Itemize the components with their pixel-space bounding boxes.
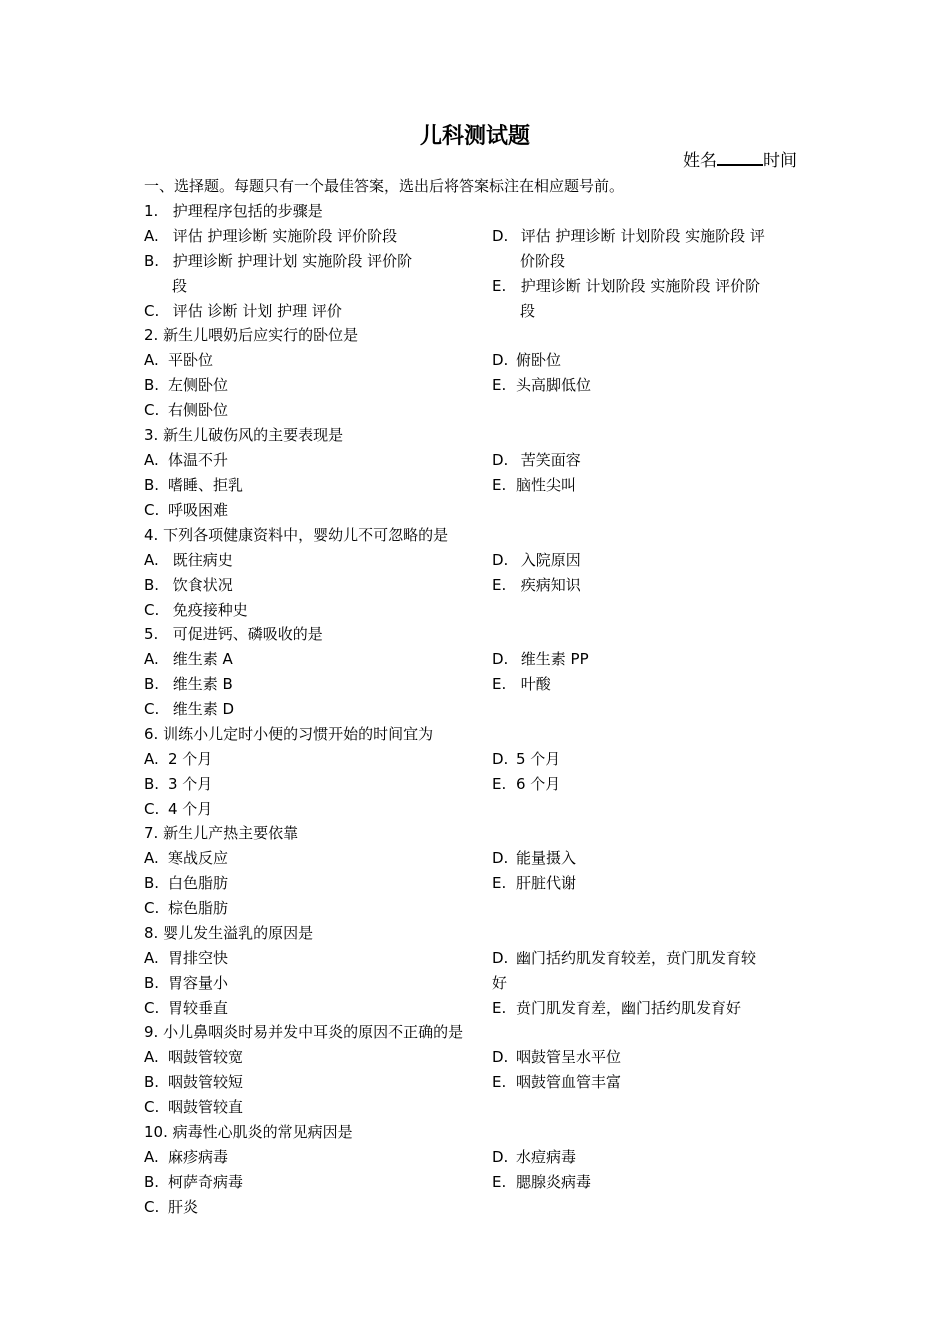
option-e: E. 脑性尖叫 (492, 476, 577, 494)
option-d: D. 入院原因 (492, 551, 581, 569)
question-number: 1. (144, 202, 159, 220)
option-c: C. 肝炎 (144, 1198, 199, 1216)
name-time-line (683, 149, 797, 173)
option-d: D. 能量摄入 (492, 849, 577, 867)
option-a: A. 既往病史 (144, 551, 233, 569)
option-c: C. 4 个月 (144, 800, 213, 818)
option-b: B. 护理诊断 护理计划 实施阶段 评价阶 (144, 252, 413, 270)
option-c: C. 评估 诊断 计划 护理 评价 (144, 302, 342, 320)
option-c: C. 呼吸困难 (144, 501, 229, 519)
option-e: E. 头高脚低位 (492, 376, 592, 394)
question-9: 9. 小儿鼻咽炎时易并发中耳炎的原因不正确的是 (144, 1023, 464, 1041)
option-d: D. 维生素 PP (492, 650, 589, 668)
question-4: 4. 下列各项健康资料中，婴幼儿不可忽略的是 (144, 526, 449, 544)
option-b: B. 饮食状况 (144, 576, 233, 594)
option-b: B. 白色脂肪 (144, 874, 229, 892)
question-5: 5. 可促进钙、磷吸收的是 (144, 625, 323, 643)
option-b: B. 维生素 B (144, 675, 233, 693)
option-e: E. 肝脏代谢 (492, 874, 577, 892)
question-8: 8. 婴儿发生溢乳的原因是 (144, 924, 314, 942)
name-blank (717, 150, 763, 166)
time-label: 时间 (763, 151, 797, 171)
question-7: 7. 新生儿产热主要依靠 (144, 824, 299, 842)
option-d: D. 俯卧位 (492, 351, 562, 369)
option-b: B. 胃容量小 (144, 974, 229, 992)
option-a: A. 麻疹病毒 (144, 1148, 229, 1166)
instruction: 一、选择题。每题只有一个最佳答案，选出后将答案标注在相应题号前。 (144, 177, 625, 195)
option-e: E. 腮腺炎病毒 (492, 1173, 592, 1191)
option-e: E. 护理诊断 计划阶段 实施阶段 评价阶 (492, 277, 761, 295)
question-3: 3. 新生儿破伤风的主要表现是 (144, 426, 344, 444)
option-a: A. 评估 护理诊断 实施阶段 评价阶段 (144, 227, 398, 245)
page-title: 儿科测试题 (419, 124, 530, 149)
option-b: B. 左侧卧位 (144, 376, 229, 394)
question-text: 护理程序包括的步骤是 (172, 202, 323, 220)
question-2: 2. 新生儿喂奶后应实行的卧位是 (144, 326, 359, 344)
question-1 (144, 200, 323, 222)
option-a: A. 2 个月 (144, 750, 213, 768)
option-c: C. 咽鼓管较直 (144, 1098, 244, 1116)
option-e: E. 疾病知识 (492, 576, 581, 594)
option-c: C. 棕色脂肪 (144, 899, 229, 917)
option-d-cont: 价阶段 (520, 252, 566, 270)
option-b: B. 嗜睡、拒乳 (144, 476, 244, 494)
name-label: 姓名 (683, 151, 717, 171)
option-a: A. 平卧位 (144, 351, 214, 369)
option-c: C. 免疫接种史 (144, 601, 248, 619)
question-6: 6. 训练小儿定时小便的习惯开始的时间宜为 (144, 725, 434, 743)
option-d: D. 评估 护理诊断 计划阶段 实施阶段 评 (492, 227, 765, 245)
option-a: A. 维生素 A (144, 650, 233, 668)
option-d: D. 5 个月 (492, 750, 561, 768)
option-a: A. 体温不升 (144, 451, 229, 469)
question-10: 10. 病毒性心肌炎的常见病因是 (144, 1123, 353, 1141)
option-b: B. 柯萨奇病毒 (144, 1173, 244, 1191)
option-b: B. 咽鼓管较短 (144, 1073, 244, 1091)
option-d: D. 咽鼓管呈水平位 (492, 1048, 622, 1066)
option-e-cont: 段 (520, 302, 536, 320)
option-e: E. 叶酸 (492, 675, 551, 693)
option-d: D. 水痘病毒 (492, 1148, 577, 1166)
option-b: B. 3 个月 (144, 775, 213, 793)
option-d: D. 幽门括约肌发育较差，贲门肌发育较 (492, 949, 757, 967)
option-c: C. 胃较垂直 (144, 999, 229, 1017)
option-d: D. 苦笑面容 (492, 451, 581, 469)
option-e: E. 6 个月 (492, 775, 561, 793)
option-d-cont: 好 (492, 974, 508, 992)
option-c: C. 右侧卧位 (144, 401, 229, 419)
option-b-cont: 段 (172, 277, 188, 295)
option-a: A. 寒战反应 (144, 849, 229, 867)
option-a: A. 胃排空快 (144, 949, 229, 967)
option-c: C. 维生素 D (144, 700, 235, 718)
option-e: E. 咽鼓管血管丰富 (492, 1073, 622, 1091)
option-e: E. 贲门肌发育差，幽门括约肌发育好 (492, 999, 742, 1017)
option-a: A. 咽鼓管较宽 (144, 1048, 244, 1066)
